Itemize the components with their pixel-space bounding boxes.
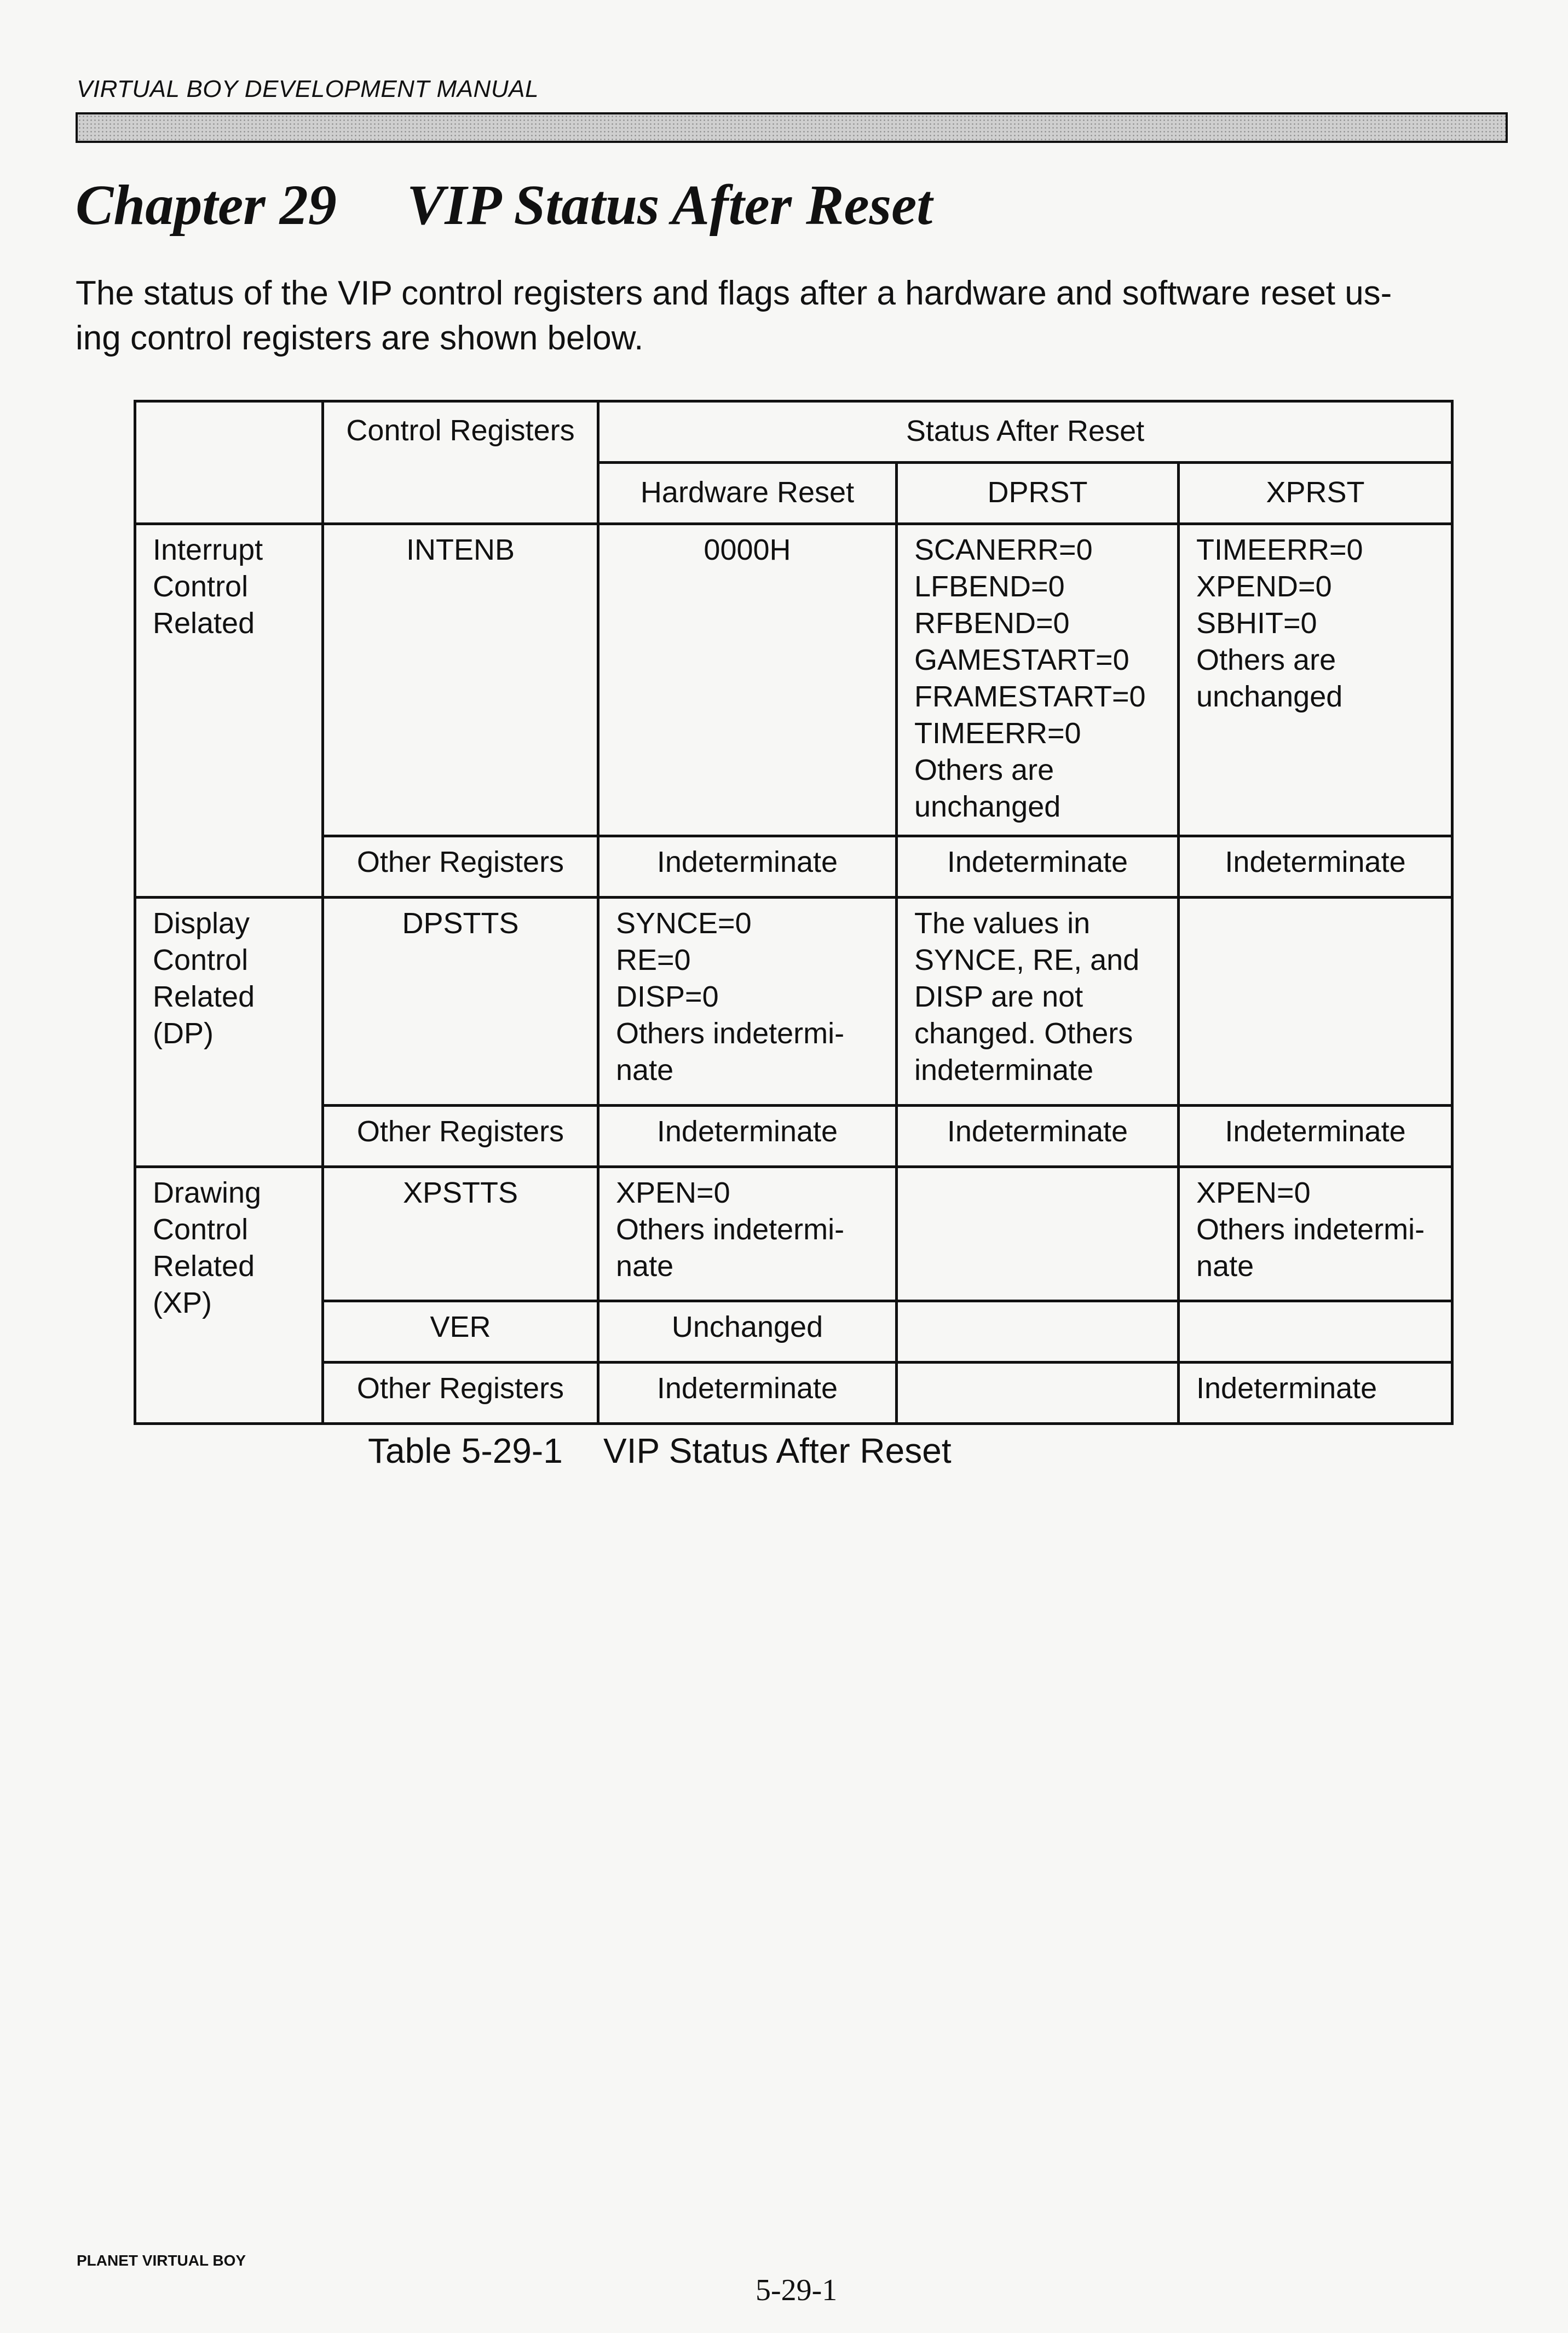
column-header-dprst: DPRST	[897, 463, 1179, 524]
table-row	[135, 1167, 1452, 1301]
running-header: VIRTUAL BOY DEVELOPMENT MANUAL	[77, 76, 539, 102]
column-header-hardware-reset: Hardware Reset	[598, 463, 897, 524]
cell-dprst	[897, 1106, 1179, 1167]
cell-line: XPEN=0	[616, 1176, 730, 1209]
table-body	[135, 524, 1452, 1424]
page-number: 5-29-1	[756, 2273, 838, 2307]
cell-line: SYNCE, RE, and	[914, 944, 1140, 976]
register-name-cell: Other Registers	[323, 1106, 598, 1167]
cell-line: Others indetermi-	[616, 1017, 845, 1050]
cell-line: Indeterminate	[1196, 1372, 1377, 1405]
intro-line: ing control registers are shown below.	[76, 319, 644, 357]
cell-line: changed. Others	[914, 1017, 1133, 1050]
group-label-line: Drawing	[153, 1176, 262, 1209]
footer-publisher: PLANET VIRTUAL BOY	[77, 2252, 246, 2269]
cell-line: SCANERR=0	[914, 533, 1093, 566]
cell-line: Indeterminate	[1225, 846, 1406, 878]
cell-hardware-reset	[598, 898, 897, 1106]
table-row	[135, 836, 1452, 898]
cell-xprst	[1179, 898, 1452, 1106]
register-name-cell: Other Registers	[323, 1363, 598, 1424]
group-label-line: Control	[153, 570, 249, 603]
column-header-control-registers: Control Registers	[323, 401, 598, 524]
group-label-line: (XP)	[153, 1286, 212, 1319]
cell-line: Indeterminate	[947, 846, 1128, 878]
group-label-line: Display	[153, 907, 250, 940]
group-label-line: (DP)	[153, 1017, 214, 1050]
cell-line: DISP=0	[616, 980, 719, 1013]
cell-xprst	[1179, 836, 1452, 898]
cell-line: indeterminate	[914, 1054, 1094, 1087]
table-row	[135, 1363, 1452, 1424]
table-caption	[368, 1430, 952, 1471]
cell-xprst	[1179, 1301, 1452, 1363]
cell-line: TIMEERR=0	[914, 717, 1081, 750]
cell-line: Indeterminate	[656, 1115, 838, 1148]
cell-line: nate	[616, 1250, 674, 1283]
table-caption-number: Table 5-29-1	[368, 1431, 563, 1470]
column-header-status-after-reset: Status After Reset	[598, 401, 1452, 463]
cell-line: nate	[616, 1054, 674, 1087]
table-row	[135, 1301, 1452, 1363]
cell-line: SBHIT=0	[1196, 607, 1317, 640]
cell-line: nate	[1196, 1250, 1254, 1283]
row-group-label	[135, 1167, 323, 1424]
cell-hardware-reset	[598, 524, 897, 836]
cell-line: Others are	[914, 754, 1054, 786]
cell-dprst	[897, 1363, 1179, 1424]
cell-line: Others indetermi-	[1196, 1213, 1425, 1246]
header-rule-bar	[76, 112, 1508, 143]
group-label-line: Control	[153, 944, 249, 976]
cell-hardware-reset	[598, 1106, 897, 1167]
cell-hardware-reset	[598, 1301, 897, 1363]
cell-line: Indeterminate	[656, 846, 838, 878]
cell-line: LFBEND=0	[914, 570, 1065, 603]
register-name-cell: VER	[323, 1301, 598, 1363]
cell-dprst	[897, 836, 1179, 898]
cell-line: unchanged	[1196, 680, 1343, 713]
intro-paragraph	[76, 271, 1499, 361]
cell-line: DISP are not	[914, 980, 1083, 1013]
cell-xprst	[1179, 524, 1452, 836]
cell-line: TIMEERR=0	[1196, 533, 1363, 566]
register-name-cell: INTENB	[323, 524, 598, 836]
table-corner-cell	[135, 401, 323, 524]
cell-line: XPEN=0	[1196, 1176, 1311, 1209]
cell-line: Indeterminate	[947, 1115, 1128, 1148]
cell-line: GAMESTART=0	[914, 643, 1129, 676]
cell-line: Unchanged	[671, 1311, 823, 1343]
cell-line: 0000H	[704, 533, 791, 566]
cell-dprst	[897, 1167, 1179, 1301]
intro-line: The status of the VIP control registers and flags after a hardware and software reset us-	[76, 274, 1392, 312]
row-group-label	[135, 524, 323, 898]
table-row	[135, 898, 1452, 1106]
table-row	[135, 1106, 1452, 1167]
cell-line: FRAMESTART=0	[914, 680, 1146, 713]
table-row	[135, 524, 1452, 836]
cell-xprst	[1179, 1167, 1452, 1301]
group-label-line: Related	[153, 607, 255, 640]
group-label-line: Interrupt	[153, 533, 263, 566]
cell-dprst	[897, 524, 1179, 836]
column-header-xprst: XPRST	[1179, 463, 1452, 524]
cell-hardware-reset	[598, 1167, 897, 1301]
cell-hardware-reset	[598, 1363, 897, 1424]
group-label-line: Related	[153, 1250, 255, 1283]
row-group-label	[135, 898, 323, 1167]
cell-line: The values in	[914, 907, 1091, 940]
vip-status-table	[134, 400, 1454, 1425]
cell-line: RE=0	[616, 944, 691, 976]
cell-xprst	[1179, 1106, 1452, 1167]
cell-dprst	[897, 1301, 1179, 1363]
group-label-line: Control	[153, 1213, 249, 1246]
register-name-cell: DPSTTS	[323, 898, 598, 1106]
cell-line: Indeterminate	[1225, 1115, 1406, 1148]
cell-line: XPEND=0	[1196, 570, 1332, 603]
cell-line: Others are	[1196, 643, 1336, 676]
cell-line: RFBEND=0	[914, 607, 1070, 640]
cell-hardware-reset	[598, 836, 897, 898]
register-name-cell: XPSTTS	[323, 1167, 598, 1301]
cell-xprst	[1179, 1363, 1452, 1424]
chapter-name: VIP Status After Reset	[407, 174, 933, 237]
chapter-number: Chapter 29	[76, 174, 337, 237]
table-caption-text: VIP Status After Reset	[603, 1431, 952, 1470]
cell-dprst	[897, 898, 1179, 1106]
cell-line: Others indetermi-	[616, 1213, 845, 1246]
chapter-title	[76, 174, 932, 237]
cell-line: Indeterminate	[656, 1372, 838, 1405]
table-header-row	[135, 401, 1452, 463]
cell-line: SYNCE=0	[616, 907, 752, 940]
group-label-line: Related	[153, 980, 255, 1013]
cell-line: unchanged	[914, 790, 1061, 823]
register-name-cell: Other Registers	[323, 836, 598, 898]
